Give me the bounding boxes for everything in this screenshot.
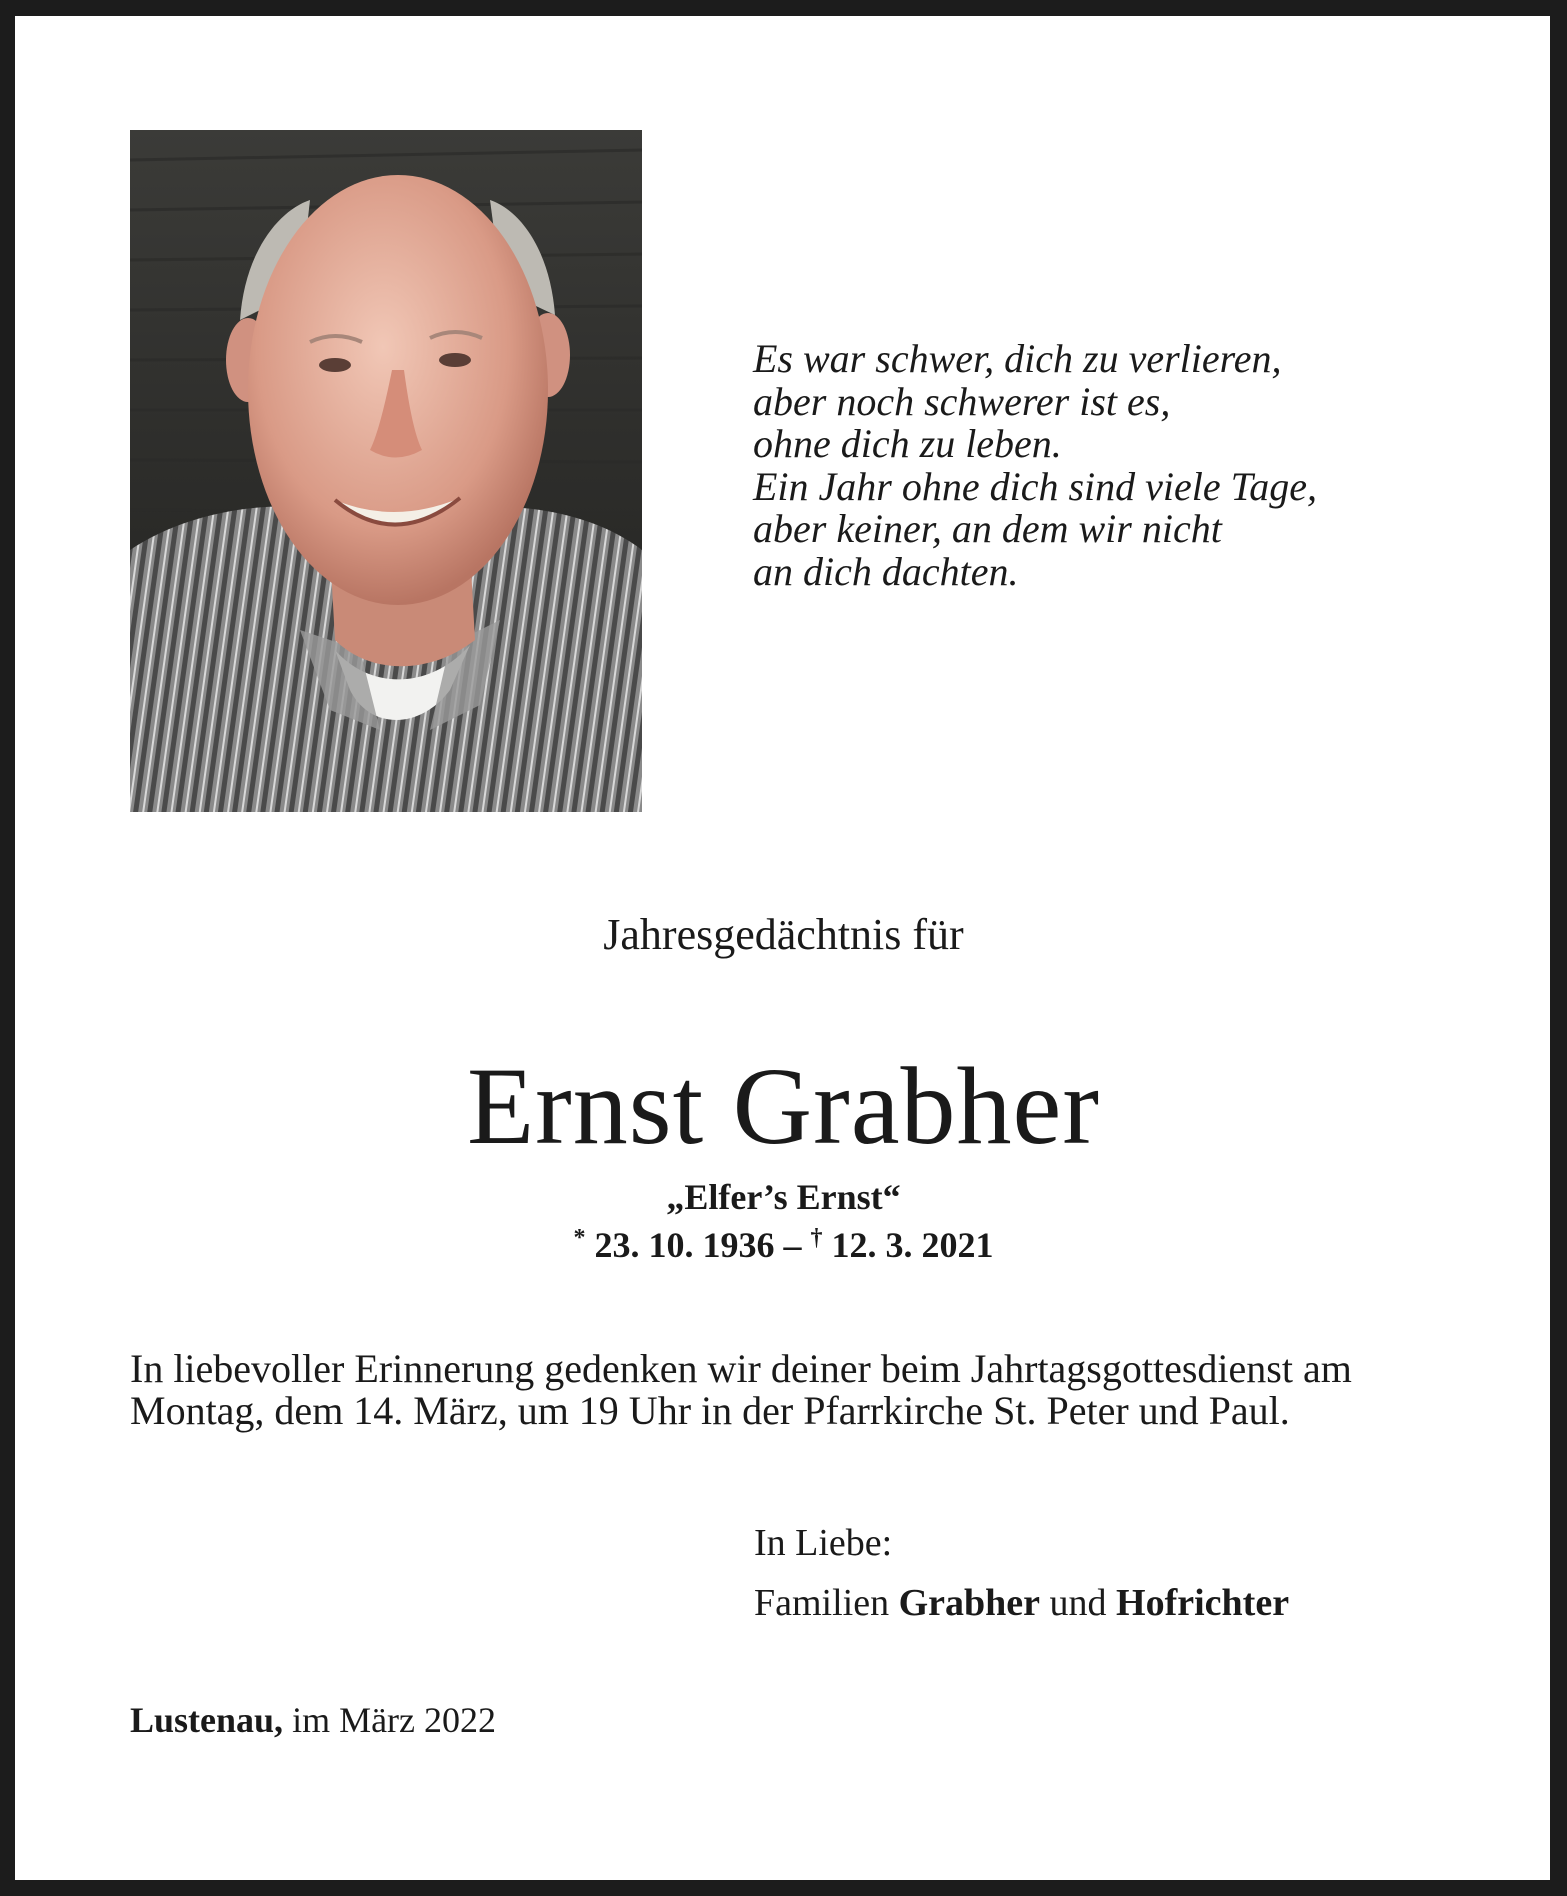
portrait-photo [130,130,642,812]
date-separator: – [783,1225,802,1265]
death-symbol: † [810,1225,823,1251]
intro-heading: Jahresgedächtnis für [603,910,964,959]
birth-date: 23. 10. 1936 [594,1225,775,1265]
place-date-text: im März 2022 [292,1700,497,1740]
poem-line: Es war schwer, dich zu verlieren, [753,336,1282,381]
place-city: Lustenau, [130,1700,284,1740]
family-name: Grabher [898,1582,1041,1624]
nickname: „Elfer’s Ernst“ [666,1177,901,1217]
life-dates [0,1224,1567,1266]
place-date [130,1698,830,1742]
signoff-line: In Liebe: [754,1522,893,1564]
signoff-families [754,1573,1454,1633]
poem-line: ohne dich zu leben. [753,421,1062,466]
families-prefix: Familien [754,1582,890,1624]
birth-symbol: * [573,1225,586,1251]
poem-line: an dich dachten. [753,548,1019,594]
announcement-line: In liebevoller Erinnerung gedenken wir deiner beim Jahrtagsgottesdienst am [130,1346,1352,1391]
poem-line: Ein Jahr ohne dich sind viele Tage, [753,463,1317,509]
deceased-name: Ernst Grabher [466,1045,1101,1167]
signoff [754,1513,1454,1633]
service-announcement [130,1348,1470,1432]
memorial-poem [753,338,1453,593]
announcement-line: Montag, dem 14. März, um 19 Uhr in der Pfarrkirche St. Peter und Paul. [130,1388,1290,1433]
conjunction: und [1049,1582,1107,1624]
poem-line: aber keiner, an dem wir nicht [753,506,1222,551]
death-date: 12. 3. 2021 [831,1225,994,1265]
poem-line: aber noch schwerer ist es, [753,378,1171,424]
family-name: Hofrichter [1116,1582,1290,1624]
